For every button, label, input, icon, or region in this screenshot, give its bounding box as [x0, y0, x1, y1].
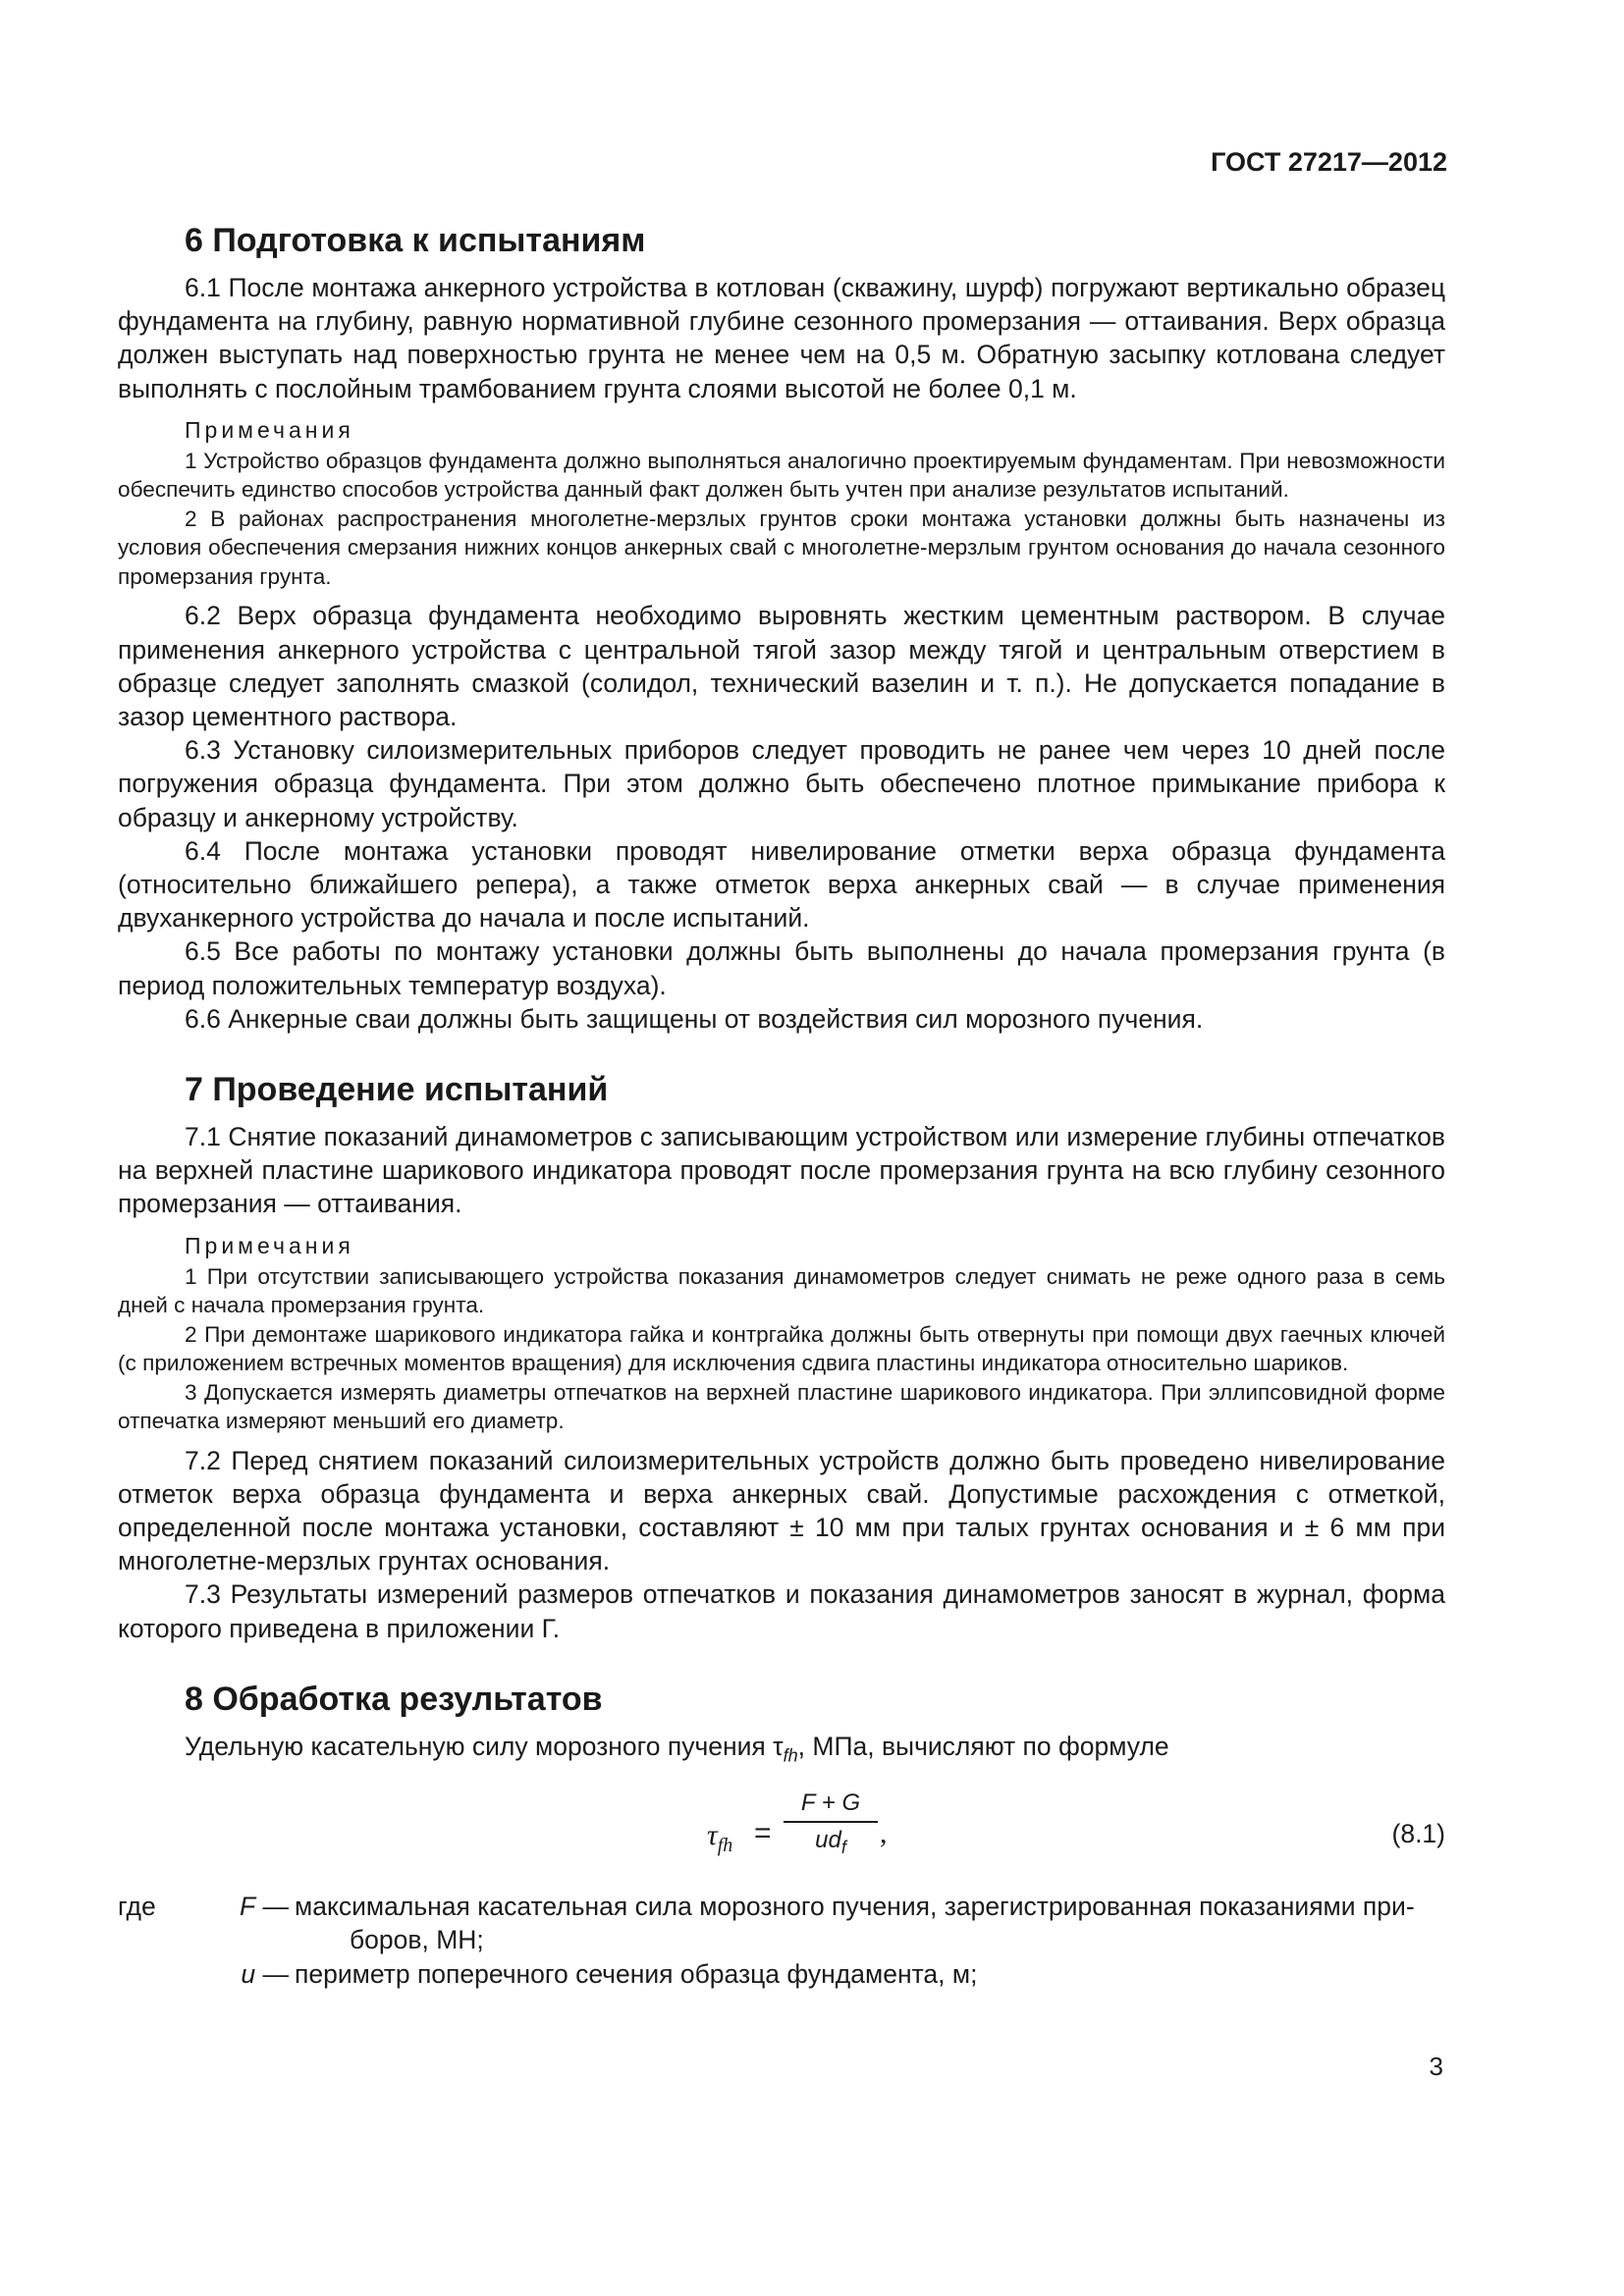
formula-denominator — [784, 1823, 878, 1858]
paragraph-6-6: 6.6 Анкерные сваи должны быть защищены от воздействия сил морозного пучения. — [185, 1003, 1204, 1034]
section-7-title: 7 Проведение испытаний — [185, 1070, 609, 1108]
where-dash: — — [262, 1892, 289, 1922]
where-list — [118, 1890, 1445, 1991]
formula-comma: , — [880, 1817, 888, 1850]
section-6-title: 6 Подготовка к испытаниям — [185, 222, 646, 259]
formula-denominator-subscript: f — [840, 1838, 846, 1858]
paragraph-7-3: 7.3 Результаты измерений размеров отпечатков и показания динамометров заносят в журнал, форма которого приведена в приложении Г. — [118, 1579, 1445, 1643]
note-7-2: 2 При демонтаже шарикового индикатора гайка и контргайка должны быть отвернуты при помощи двух гаечных ключей (с приложением встречных моментов вращения) для исключения сдвига пластины индикатора относительно шариков. — [118, 1321, 1445, 1376]
paragraph-8-intro — [118, 1730, 1445, 1773]
page-content — [118, 218, 1445, 1991]
note-7-1: 1 При отсутствии записывающего устройства показания динамометров следует снимать не реже одного раза в семь дней с начала промерзания грунта. — [118, 1263, 1445, 1318]
formula-lhs-symbol: τ — [707, 1819, 718, 1852]
section-8-title: 8 Обработка результатов — [185, 1680, 603, 1718]
notes-title: Примечания — [185, 416, 354, 443]
where-symbol: u — [241, 1958, 256, 1989]
where-label — [118, 1890, 295, 1956]
where-symbol: F — [239, 1892, 256, 1922]
formula-lhs-subscript: fh — [717, 1835, 733, 1857]
where-label — [118, 1957, 295, 1991]
where-text-line: периметр поперечного сечения образца фундамента, м; — [295, 1958, 978, 1989]
paragraph-7-1: 7.1 Снятие показаний динамометров с записывающим устройством или измерение глубины отпечатков на верхней пластине шарикового индикатора проводят после промерзания грунта на всю глубину сезонного промерзания — оттаивания. — [118, 1121, 1445, 1219]
where-dash: — — [262, 1958, 289, 1989]
formula-numerator: F + G — [784, 1789, 878, 1823]
notes-block-7 — [118, 1231, 1445, 1436]
formula-8-1 — [118, 1789, 1445, 1878]
where-text — [295, 1957, 1445, 1991]
where-text — [295, 1890, 1445, 1956]
notes-title: Примечания — [185, 1232, 354, 1258]
paragraph-6-3: 6.3 Установку силоизмерительных приборов следует проводить не ранее чем через 10 дней после погружения образца фундамента. При этом должно быть обеспечено плотное примыкание прибора к образцу и анкерному устройству. — [118, 735, 1445, 832]
formula-fraction — [784, 1789, 878, 1858]
intro-text-after: , МПа, вычисляют по формуле — [797, 1731, 1169, 1761]
where-item — [118, 1957, 1445, 1991]
formula-lhs — [707, 1819, 732, 1857]
formula-equals: = — [754, 1817, 772, 1850]
formula-number: (8.1) — [1391, 1819, 1445, 1849]
standard-header: ГОСТ 27217—2012 — [1211, 147, 1447, 177]
paragraph-6-1: 6.1 После монтажа анкерного устройства в котлован (скважину, шурф) погружают вертикально образец фундамента на глубину, равную нормативной глубине сезонного промерзания — оттаивания. Верх образца должен выступать над поверхностью грунта не менее чем на 0,5 м. Обратную засыпку котлована следует выполнять с послойным трамбованием грунта слоями высотой не более 0,1 м. — [118, 273, 1445, 403]
note-7-3: 3 Допускается измерять диаметры отпечатков на верхней пластине шарикового индикатора. При эллипсовидной форме отпечатка измеряют меньший его диаметр. — [118, 1379, 1445, 1434]
paragraph-6-5: 6.5 Все работы по монтажу установки должны быть выполнены до начала промерзания грунта (в период положительных температур воздуха). — [118, 936, 1445, 1000]
note-6-1: 1 Устройство образцов фундамента должно выполняться аналогично проектируемым фундаментам. При невозможности обеспечить единство способов устройства данный факт должен быть учтен при анализе результатов испытаний. — [118, 448, 1445, 503]
where-text-line: максимальная касательная сила морозного пучения, зарегистрированная показаниями при- — [295, 1892, 1415, 1922]
intro-subscript: fh — [783, 1745, 798, 1766]
page-number: 3 — [1429, 2052, 1443, 2081]
where-text-continuation: боров, МН; — [350, 1925, 484, 1955]
where-prefix: где — [118, 1892, 156, 1922]
notes-block-6 — [118, 415, 1445, 592]
paragraph-6-2: 6.2 Верх образца фундамента необходимо выровнять жестким цементным раствором. В случае применения анкерного устройства с центральной тягой зазор между тягой и центральным отверстием в образце следует заполнять смазкой (солидол, технический вазелин и т. п.). Не допускается попадание в зазор цементного раствора. — [118, 601, 1445, 731]
where-item — [118, 1890, 1445, 1956]
note-6-2: 2 В районах распространения многолетне-мерзлых грунтов сроки монтажа установки должны быть назначены из условия обеспечения смерзания нижних концов анкерных свай с многолетне-мерзлым грунтом основания до начала сезонного промерзания грунта. — [118, 506, 1445, 589]
paragraph-6-4: 6.4 После монтажа установки проводят нивелирование отметки верха образца фундамента (относительно ближайшего репера), а также отметок верха анкерных свай — в случае применения двуханкерного устройства до начала и после испытаний. — [118, 835, 1445, 934]
paragraph-7-2: 7.2 Перед снятием показаний силоизмерительных устройств должно быть проведено нивелирование отметок верха образца фундамента и верха анкерных свай. Допустимые расхождения с отметкой, определенной после монтажа установки, составляют ± 10 мм при талых грунтах основания и ± 6 мм при многолетне-мерзлых грунтах основания. — [118, 1445, 1445, 1576]
intro-text-before: Удельную касательную силу морозного пучения τ — [185, 1731, 784, 1761]
formula-denominator-main: ud — [815, 1827, 841, 1854]
